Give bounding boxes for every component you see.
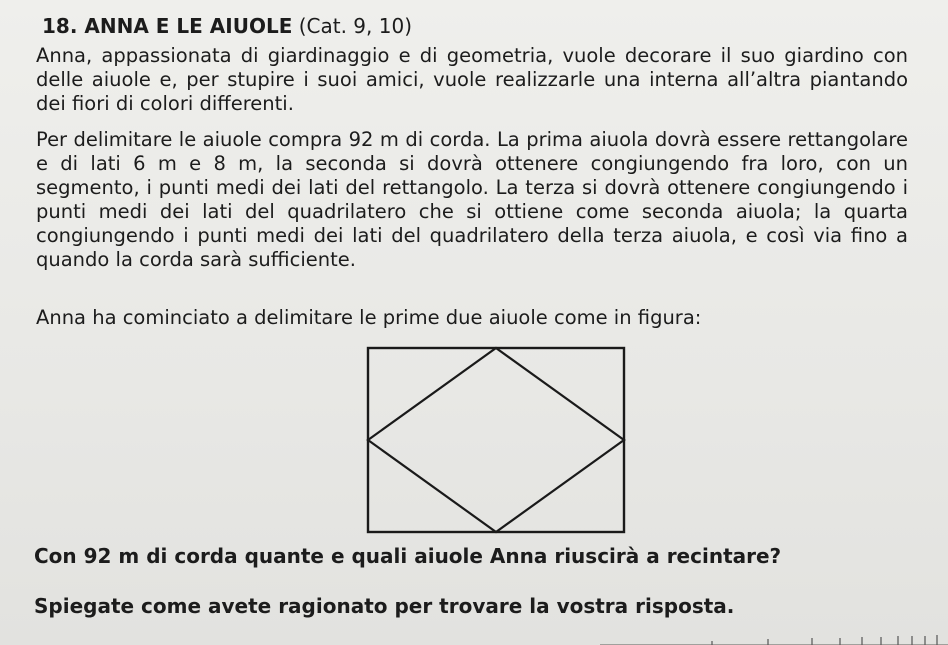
question-how-many: Con 92 m di corda quante e quali aiuole Anna riuscirà a recintare? <box>34 544 782 568</box>
paragraph-intro: Anna, appassionata di giardinaggio e di geometria, vuole decorare il suo giardino con delle aiuole e, per stupire i suoi amici, vuole realizzarle una interna all’altra piantando dei fiori di colori differenti. <box>36 44 908 115</box>
rectangle-flowerbed <box>368 348 624 532</box>
problem-title <box>42 14 412 38</box>
rhombus-flowerbed <box>368 348 624 532</box>
flowerbed-diagram <box>365 345 627 535</box>
ruler-marks <box>600 632 948 645</box>
problem-number-title: 18. ANNA E LE AIUOLE <box>42 14 293 38</box>
question-explain: Spiegate come avete ragionato per trovare la vostra risposta. <box>34 594 735 618</box>
paragraph-figure-intro: Anna ha cominciato a delimitare le prime due aiuole come in figura: <box>36 306 702 329</box>
flowerbed-figure <box>365 345 627 535</box>
problem-category: (Cat. 9, 10) <box>298 14 412 38</box>
paragraph-rules: Per delimitare le aiuole compra 92 m di corda. La prima aiuola dovrà essere rettangolare e di lati 6 m e 8 m, la seconda si dovrà ottenere congiungendo fra loro, con un segmento, i punti medi dei lati del rettangolo. La terza si dovrà ottenere congiungendo i punti medi dei lati del quadrilatero che si ottiene come seconda aiuola; la quarta congiungendo i punti medi dei lati del quadrilatero della terza aiuola, e così via fino a quando la corda sarà sufficiente. <box>36 128 908 271</box>
